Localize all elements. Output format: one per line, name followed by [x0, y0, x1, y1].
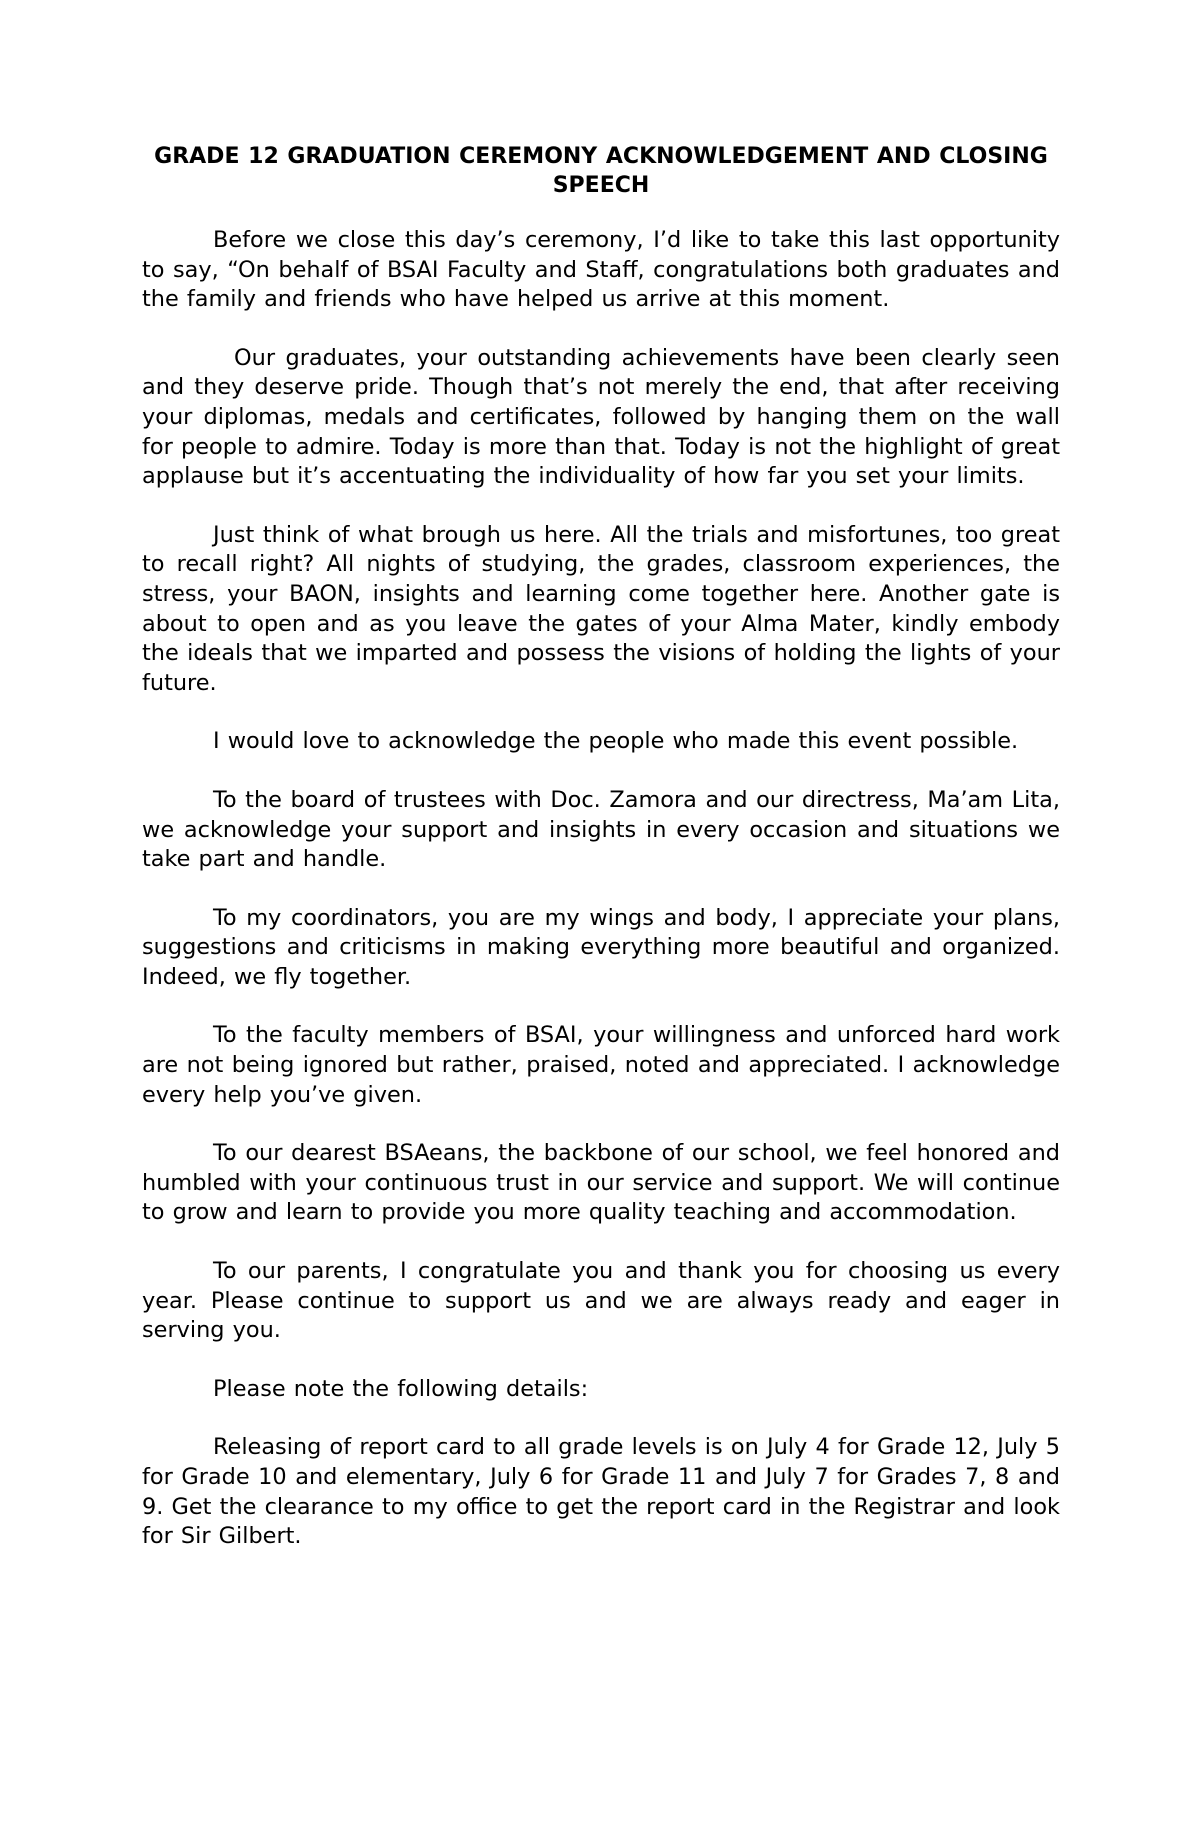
document-body — [142, 142, 1060, 1581]
paragraph-faculty: To the faculty members of BSAI, your willingness and unforced hard work are not being ignored but rather, praised, noted and appreciated. I acknowledge every help you’ve given. — [142, 1022, 1060, 1108]
paragraph-bsaeans: To our dearest BSAeans, the backbone of our school, we feel honored and humbled with your continuous trust in our service and support. We will continue to grow and learn to provide you more quality teaching and accommodation. — [142, 1140, 1060, 1226]
paragraph-acknowledge-intro: I would love to acknowledge the people who made this event possible. — [213, 728, 1019, 755]
paragraph-parents: To our parents, I congratulate you and thank you for choosing us every year. Please continue to support us and we are always ready and eager in serving you. — [142, 1258, 1060, 1344]
paragraph-board-of-trustees: To the board of trustees with Doc. Zamora and our directress, Ma’am Lita, we acknowledge your support and insights in every occasion and situations we take part and handle. — [142, 786, 1060, 873]
paragraph-details-intro: Please note the following details: — [213, 1375, 589, 1402]
document-title: GRADE 12 GRADUATION CEREMONY ACKNOWLEDGEMENT AND CLOSING SPEECH — [154, 144, 1048, 198]
paragraph-report-card-schedule: Releasing of report card to all grade levels is on July 4 for Grade 12, July 5 for Grade 10 and elementary, July 6 for Grade 11 and July 7 for Grades 7, 8 and 9. Get the clearance to my office to get the report card in the Registrar and look for Sir Gilbert. — [142, 1434, 1060, 1550]
paragraph-reflection: Just think of what brough us here. All the trials and misfortunes, too great to recall right? All nights of studying, the grades, classroom experiences, the stress, your BAON, insights and learning come together here. Another gate is about to open and as you leave the gates of your Alma Mater, kindly embody the ideals that we imparted and possess the visions of holding the lights of your future. — [142, 521, 1060, 696]
paragraph-opening: Before we close this day’s ceremony, I’d like to take this last opportunity to say, “On behalf of BSAI Faculty and Staff, congratulations both graduates and the family and friends who have helped us arrive at this moment. — [142, 227, 1060, 313]
paragraph-graduates: Our graduates, your outstanding achievements have been clearly seen and they deserve pride. Though that’s not merely the end, that after receiving your diplomas, medals and certificates, followed by hanging them on the wall for people to admire. Today is more than that. Today is not the highlight of great applause but it’s accentuating the individuality of how far you set your limits. — [142, 344, 1060, 490]
paragraph-coordinators: To my coordinators, you are my wings and body, I appreciate your plans, suggestions and criticisms in making everything more beautiful and organized. Indeed, we fly together. — [142, 904, 1060, 990]
